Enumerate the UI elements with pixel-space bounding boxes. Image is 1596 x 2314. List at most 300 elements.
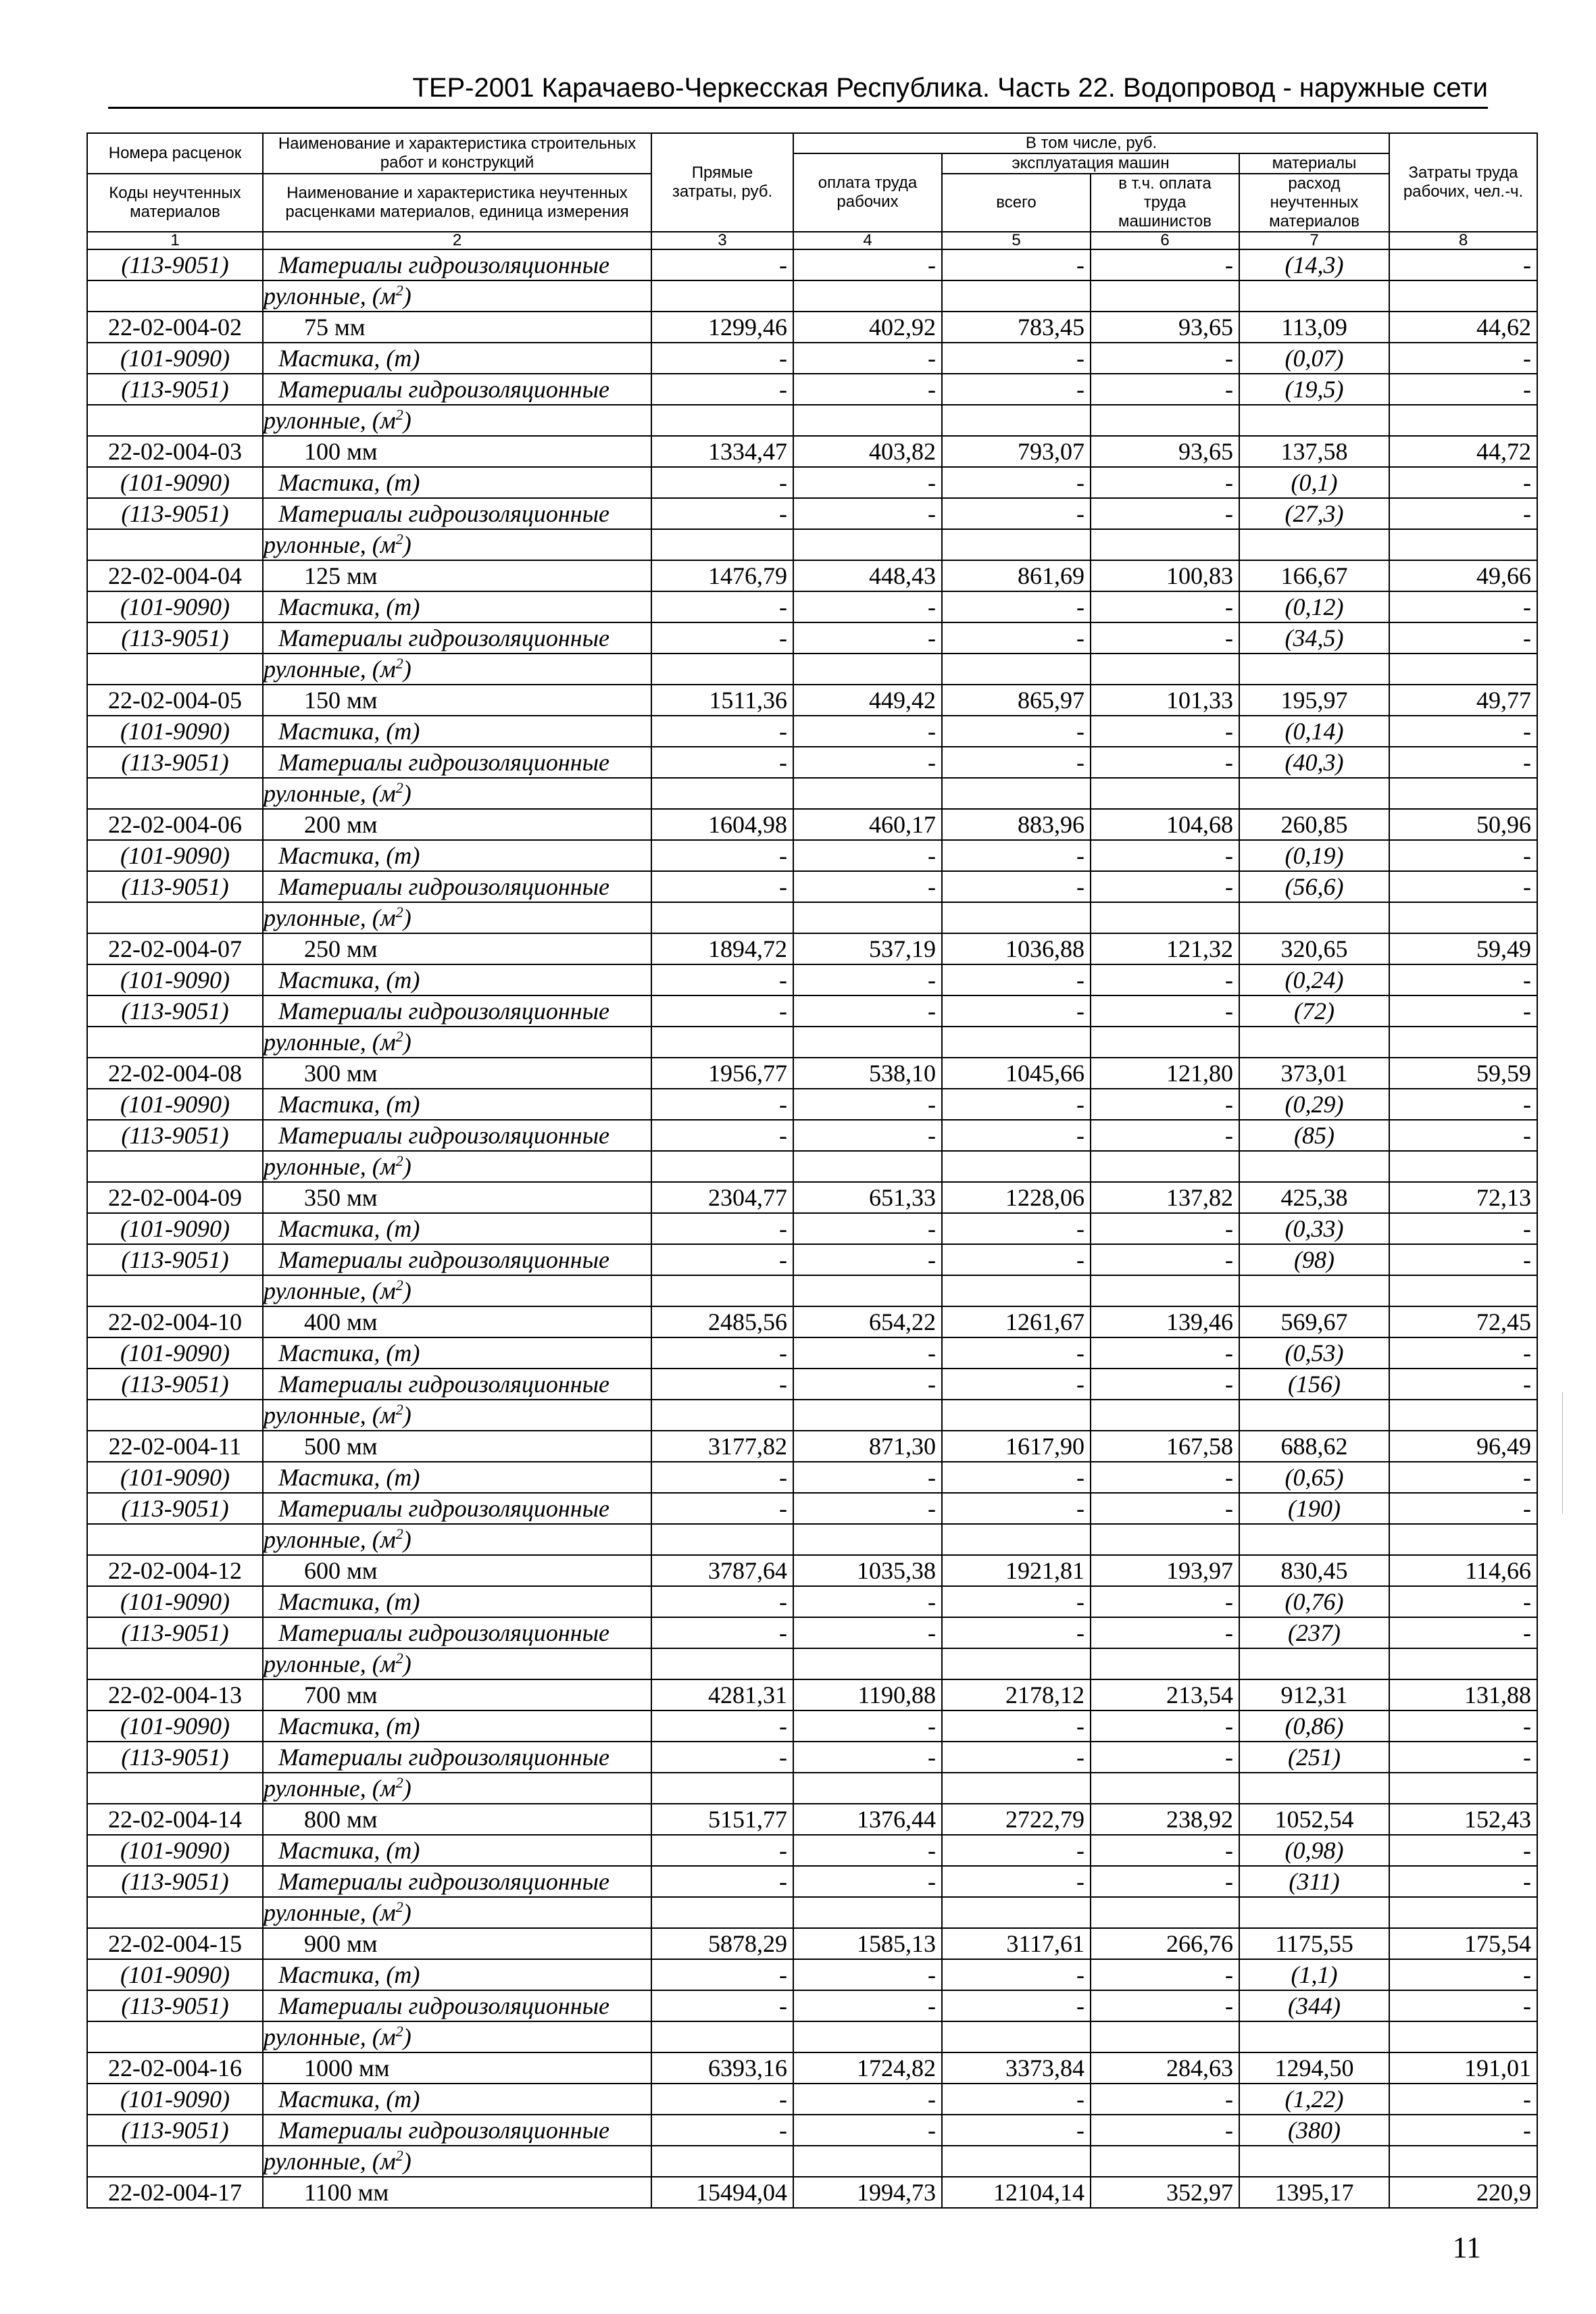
- header-labor-pay: оплата труда рабочих: [793, 153, 942, 232]
- direct-costs: 3787,64: [651, 1555, 793, 1586]
- machine-labor: -: [1091, 1493, 1239, 1524]
- table-row: [87, 467, 1537, 498]
- table-row: [87, 312, 1537, 343]
- materials-cost: 137,58: [1239, 436, 1389, 467]
- labor-hours: -: [1389, 1586, 1537, 1617]
- labor-hours: 49,66: [1389, 560, 1537, 591]
- material-name: Мастика, (т): [263, 2084, 651, 2115]
- labor-hours: 191,01: [1389, 2052, 1537, 2084]
- table-row: [87, 654, 1537, 685]
- table-row: [87, 2115, 1537, 2146]
- labor-hours: -: [1389, 964, 1537, 995]
- table-row: [87, 2084, 1537, 2115]
- materials-use: (1,22): [1239, 2084, 1389, 2115]
- labor-pay: 449,42: [793, 685, 942, 716]
- machine-labor: -: [1091, 1089, 1239, 1120]
- direct-costs: -: [651, 1710, 793, 1742]
- direct-costs: -: [651, 1493, 793, 1524]
- column-number: 8: [1389, 232, 1537, 249]
- machine-total: -: [942, 1586, 1091, 1617]
- materials-cost: 113,09: [1239, 312, 1389, 343]
- machine-total: -: [942, 249, 1091, 280]
- material-name: Материалы гидроизоляционные: [263, 1617, 651, 1648]
- machine-labor: -: [1091, 1586, 1239, 1617]
- labor-pay: -: [793, 747, 942, 778]
- labor-hours: -: [1389, 249, 1537, 280]
- direct-costs: 1511,36: [651, 685, 793, 716]
- machine-total: -: [942, 716, 1091, 747]
- table-row: [87, 1897, 1537, 1928]
- labor-pay: -: [793, 1586, 942, 1617]
- labor-pay: 1035,38: [793, 1555, 942, 1586]
- table-row: [87, 498, 1537, 529]
- table-row: [87, 343, 1537, 374]
- material-code: (101-9090): [87, 1337, 263, 1369]
- materials-use: (0,76): [1239, 1586, 1389, 1617]
- machine-total: 12104,14: [942, 2177, 1091, 2208]
- column-number: 5: [942, 232, 1091, 249]
- material-name: Мастика, (т): [263, 467, 651, 498]
- machine-total: -: [942, 1369, 1091, 1400]
- direct-costs: -: [651, 995, 793, 1027]
- machine-labor: 121,32: [1091, 933, 1239, 964]
- pipe-size: 125 мм: [263, 560, 651, 591]
- labor-pay: -: [793, 2115, 942, 2146]
- labor-hours: 175,54: [1389, 1928, 1537, 1959]
- labor-hours: -: [1389, 374, 1537, 405]
- material-name-continued: рулонные, $(м^2)$: [263, 405, 651, 436]
- material-name: Мастика, (т): [263, 1462, 651, 1493]
- labor-hours: -: [1389, 1462, 1537, 1493]
- material-code: (113-9051): [87, 249, 263, 280]
- direct-costs: -: [651, 1742, 793, 1773]
- labor-pay: -: [793, 1866, 942, 1897]
- materials-use: (0,98): [1239, 1835, 1389, 1866]
- materials-use: (0,24): [1239, 964, 1389, 995]
- labor-pay: -: [793, 995, 942, 1027]
- machine-total: 1921,81: [942, 1555, 1091, 1586]
- machine-labor: -: [1091, 1866, 1239, 1897]
- materials-use: (14,3): [1239, 249, 1389, 280]
- labor-hours: 96,49: [1389, 1431, 1537, 1462]
- material-code: (101-9090): [87, 1213, 263, 1244]
- machine-labor: 139,46: [1091, 1306, 1239, 1337]
- direct-costs: -: [651, 2115, 793, 2146]
- direct-costs: -: [651, 1120, 793, 1151]
- labor-hours: -: [1389, 1213, 1537, 1244]
- scan-edge-line: [1562, 1392, 1563, 1514]
- material-name: Мастика, (т): [263, 716, 651, 747]
- table-row: [87, 280, 1537, 312]
- rate-number: 22-02-004-05: [87, 685, 263, 716]
- rates-table: [86, 132, 1538, 2209]
- materials-use: (251): [1239, 1742, 1389, 1773]
- machine-labor: -: [1091, 871, 1239, 902]
- materials-use: (0,53): [1239, 1337, 1389, 1369]
- material-name-continued: рулонные, $(м^2)$: [263, 1897, 651, 1928]
- labor-hours: -: [1389, 2084, 1537, 2115]
- labor-hours: 49,77: [1389, 685, 1537, 716]
- pipe-size: 400 мм: [263, 1306, 651, 1337]
- machine-total: -: [942, 747, 1091, 778]
- materials-use: (0,12): [1239, 591, 1389, 622]
- materials-cost: 320,65: [1239, 933, 1389, 964]
- material-code: (113-9051): [87, 1990, 263, 2021]
- machine-total: -: [942, 840, 1091, 871]
- rate-number: 22-02-004-16: [87, 2052, 263, 2084]
- machine-labor: -: [1091, 1617, 1239, 1648]
- table-row: [87, 1804, 1537, 1835]
- pipe-size: 1100 мм: [263, 2177, 651, 2208]
- materials-use: (98): [1239, 1244, 1389, 1275]
- labor-pay: 402,92: [793, 312, 942, 343]
- table-row: [87, 2021, 1537, 2052]
- labor-pay: -: [793, 622, 942, 654]
- column-number: 6: [1091, 232, 1239, 249]
- material-name-continued: рулонные, $(м^2)$: [263, 1275, 651, 1306]
- direct-costs: -: [651, 964, 793, 995]
- machine-total: -: [942, 1213, 1091, 1244]
- material-code: (113-9051): [87, 1244, 263, 1275]
- machine-total: -: [942, 995, 1091, 1027]
- materials-use: (0,86): [1239, 1710, 1389, 1742]
- labor-hours: 44,62: [1389, 312, 1537, 343]
- materials-use: (0,33): [1239, 1213, 1389, 1244]
- materials-cost: 569,67: [1239, 1306, 1389, 1337]
- material-name-continued: рулонные, $(м^2)$: [263, 1151, 651, 1182]
- rate-number: 22-02-004-15: [87, 1928, 263, 1959]
- direct-costs: 5151,77: [651, 1804, 793, 1835]
- machine-labor: 121,80: [1091, 1058, 1239, 1089]
- column-number: 4: [793, 232, 942, 249]
- material-code: (113-9051): [87, 374, 263, 405]
- machine-total: 1228,06: [942, 1182, 1091, 1213]
- table-body: [87, 249, 1537, 2208]
- machine-labor: -: [1091, 1120, 1239, 1151]
- direct-costs: -: [651, 249, 793, 280]
- material-code: (101-9090): [87, 964, 263, 995]
- labor-hours: 72,45: [1389, 1306, 1537, 1337]
- labor-pay: 1376,44: [793, 1804, 942, 1835]
- machine-labor: -: [1091, 1742, 1239, 1773]
- machine-total: -: [942, 467, 1091, 498]
- materials-use: (40,3): [1239, 747, 1389, 778]
- table-row: [87, 1058, 1537, 1089]
- labor-hours: -: [1389, 1990, 1537, 2021]
- labor-pay: -: [793, 1462, 942, 1493]
- table-row: [87, 1742, 1537, 1773]
- table-row: [87, 405, 1537, 436]
- labor-pay: -: [793, 1120, 942, 1151]
- material-name: Мастика, (т): [263, 840, 651, 871]
- materials-cost: 912,31: [1239, 1679, 1389, 1710]
- machine-labor: 238,92: [1091, 1804, 1239, 1835]
- labor-hours: -: [1389, 716, 1537, 747]
- pipe-size: 200 мм: [263, 809, 651, 840]
- table-row: [87, 1120, 1537, 1151]
- machine-total: -: [942, 1089, 1091, 1120]
- machine-labor: -: [1091, 467, 1239, 498]
- labor-hours: -: [1389, 2115, 1537, 2146]
- machine-total: 1045,66: [942, 1058, 1091, 1089]
- direct-costs: -: [651, 1244, 793, 1275]
- material-code: (101-9090): [87, 2084, 263, 2115]
- machine-total: -: [942, 374, 1091, 405]
- machine-labor: 193,97: [1091, 1555, 1239, 1586]
- table-row: [87, 716, 1537, 747]
- machine-total: 2722,79: [942, 1804, 1091, 1835]
- labor-hours: 131,88: [1389, 1679, 1537, 1710]
- machine-total: 1617,90: [942, 1431, 1091, 1462]
- machine-total: 3117,61: [942, 1928, 1091, 1959]
- pipe-size: 350 мм: [263, 1182, 651, 1213]
- rate-number: 22-02-004-08: [87, 1058, 263, 1089]
- header-direct-costs: Прямые затраты, руб.: [651, 133, 793, 232]
- material-code: (101-9090): [87, 1586, 263, 1617]
- direct-costs: 1476,79: [651, 560, 793, 591]
- materials-use: (0,65): [1239, 1462, 1389, 1493]
- material-code: (101-9090): [87, 467, 263, 498]
- direct-costs: -: [651, 716, 793, 747]
- rate-number: 22-02-004-10: [87, 1306, 263, 1337]
- header-machine-ops: эксплуатация машин: [942, 153, 1239, 174]
- material-code: (101-9090): [87, 1959, 263, 1990]
- header-work-name: Наименование и характеристика строительных работ и конструкций: [263, 133, 651, 174]
- table-row: [87, 1027, 1537, 1058]
- table-row: [87, 1866, 1537, 1897]
- labor-pay: -: [793, 1337, 942, 1369]
- material-name-continued: рулонные, $(м^2)$: [263, 778, 651, 809]
- machine-labor: -: [1091, 249, 1239, 280]
- table-row: [87, 809, 1537, 840]
- machine-total: -: [942, 1244, 1091, 1275]
- labor-hours: -: [1389, 343, 1537, 374]
- material-name: Материалы гидроизоляционные: [263, 2115, 651, 2146]
- table-row: [87, 622, 1537, 654]
- rate-number: 22-02-004-07: [87, 933, 263, 964]
- machine-total: 861,69: [942, 560, 1091, 591]
- table-row: [87, 1151, 1537, 1182]
- pipe-size: 75 мм: [263, 312, 651, 343]
- material-name: Материалы гидроизоляционные: [263, 1866, 651, 1897]
- material-name: Материалы гидроизоляционные: [263, 622, 651, 654]
- machine-labor: -: [1091, 1462, 1239, 1493]
- labor-pay: 1724,82: [793, 2052, 942, 2084]
- machine-total: 3373,84: [942, 2052, 1091, 2084]
- machine-labor: 167,58: [1091, 1431, 1239, 1462]
- machine-labor: -: [1091, 622, 1239, 654]
- rate-number: 22-02-004-02: [87, 312, 263, 343]
- direct-costs: -: [651, 747, 793, 778]
- header-including: В том числе, руб.: [793, 133, 1389, 153]
- material-code: (101-9090): [87, 840, 263, 871]
- materials-use: (0,14): [1239, 716, 1389, 747]
- header-rate-number: Номера расценок: [87, 133, 263, 174]
- machine-labor: 100,83: [1091, 560, 1239, 591]
- table-row: [87, 685, 1537, 716]
- materials-use: (311): [1239, 1866, 1389, 1897]
- labor-pay: 871,30: [793, 1431, 942, 1462]
- labor-pay: -: [793, 1213, 942, 1244]
- machine-labor: -: [1091, 1959, 1239, 1990]
- material-code: (101-9090): [87, 591, 263, 622]
- labor-hours: -: [1389, 498, 1537, 529]
- material-name-continued: рулонные, $(м^2)$: [263, 654, 651, 685]
- labor-pay: -: [793, 343, 942, 374]
- machine-labor: -: [1091, 964, 1239, 995]
- materials-cost: 166,67: [1239, 560, 1389, 591]
- table-row: [87, 747, 1537, 778]
- machine-total: 2178,12: [942, 1679, 1091, 1710]
- table-row: [87, 964, 1537, 995]
- table-row: [87, 1617, 1537, 1648]
- table-row: [87, 1431, 1537, 1462]
- material-name: Мастика, (т): [263, 343, 651, 374]
- material-name-continued: рулонные, $(м^2)$: [263, 1773, 651, 1804]
- table-row: [87, 529, 1537, 560]
- material-code: (113-9051): [87, 2115, 263, 2146]
- direct-costs: -: [651, 840, 793, 871]
- material-code: (113-9051): [87, 1369, 263, 1400]
- material-code: (113-9051): [87, 871, 263, 902]
- table-row: [87, 871, 1537, 902]
- labor-pay: -: [793, 716, 942, 747]
- materials-use: (27,3): [1239, 498, 1389, 529]
- table-row: [87, 2146, 1537, 2177]
- labor-hours: -: [1389, 1835, 1537, 1866]
- header-machine-total: всего: [942, 174, 1091, 232]
- machine-total: -: [942, 2084, 1091, 2115]
- machine-labor: -: [1091, 1710, 1239, 1742]
- header-labor-costs: Затраты труда рабочих, чел.-ч.: [1389, 133, 1537, 232]
- labor-pay: -: [793, 1617, 942, 1648]
- direct-costs: -: [651, 622, 793, 654]
- machine-labor: -: [1091, 374, 1239, 405]
- material-code: (101-9090): [87, 716, 263, 747]
- material-code: (113-9051): [87, 1493, 263, 1524]
- materials-use: (190): [1239, 1493, 1389, 1524]
- materials-use: (85): [1239, 1120, 1389, 1151]
- table-row: [87, 1089, 1537, 1120]
- machine-labor: -: [1091, 747, 1239, 778]
- materials-cost: 1175,55: [1239, 1928, 1389, 1959]
- table-row: [87, 1244, 1537, 1275]
- table-row: [87, 1835, 1537, 1866]
- labor-pay: -: [793, 1959, 942, 1990]
- machine-total: -: [942, 1866, 1091, 1897]
- material-name: Материалы гидроизоляционные: [263, 1244, 651, 1275]
- material-name-continued: рулонные, $(м^2)$: [263, 902, 651, 933]
- table-row: [87, 1275, 1537, 1306]
- materials-cost: 195,97: [1239, 685, 1389, 716]
- machine-total: 1261,67: [942, 1306, 1091, 1337]
- labor-hours: -: [1389, 747, 1537, 778]
- direct-costs: -: [651, 343, 793, 374]
- machine-total: -: [942, 871, 1091, 902]
- direct-costs: -: [651, 1337, 793, 1369]
- machine-labor: -: [1091, 1213, 1239, 1244]
- pipe-size: 250 мм: [263, 933, 651, 964]
- material-code: (101-9090): [87, 1462, 263, 1493]
- rate-number: 22-02-004-12: [87, 1555, 263, 1586]
- material-name-continued: рулонные, $(м^2)$: [263, 280, 651, 312]
- direct-costs: -: [651, 1617, 793, 1648]
- pipe-size: 800 мм: [263, 1804, 651, 1835]
- rate-number: 22-02-004-13: [87, 1679, 263, 1710]
- labor-hours: 72,13: [1389, 1182, 1537, 1213]
- column-number: 3: [651, 232, 793, 249]
- direct-costs: 3177,82: [651, 1431, 793, 1462]
- table-row: [87, 249, 1537, 280]
- direct-costs: -: [651, 1835, 793, 1866]
- pipe-size: 700 мм: [263, 1679, 651, 1710]
- pipe-size: 300 мм: [263, 1058, 651, 1089]
- machine-labor: -: [1091, 1835, 1239, 1866]
- machine-labor: -: [1091, 2084, 1239, 2115]
- rate-number: 22-02-004-09: [87, 1182, 263, 1213]
- material-code: (113-9051): [87, 995, 263, 1027]
- material-name: Материалы гидроизоляционные: [263, 374, 651, 405]
- materials-use: (1,1): [1239, 1959, 1389, 1990]
- direct-costs: 6393,16: [651, 2052, 793, 2084]
- table-row: [87, 902, 1537, 933]
- table-row: [87, 778, 1537, 809]
- pipe-size: 100 мм: [263, 436, 651, 467]
- direct-costs: 15494,04: [651, 2177, 793, 2208]
- machine-labor: -: [1091, 1244, 1239, 1275]
- table-row: [87, 374, 1537, 405]
- materials-use: (72): [1239, 995, 1389, 1027]
- machine-total: -: [942, 1617, 1091, 1648]
- material-name: Мастика, (т): [263, 1586, 651, 1617]
- labor-hours: 152,43: [1389, 1804, 1537, 1835]
- labor-hours: -: [1389, 871, 1537, 902]
- labor-pay: 403,82: [793, 436, 942, 467]
- labor-hours: -: [1389, 1089, 1537, 1120]
- labor-hours: 220,9: [1389, 2177, 1537, 2208]
- materials-use: (0,07): [1239, 343, 1389, 374]
- materials-use: (380): [1239, 2115, 1389, 2146]
- direct-costs: -: [651, 467, 793, 498]
- machine-total: -: [942, 343, 1091, 374]
- direct-costs: 1956,77: [651, 1058, 793, 1089]
- labor-pay: 537,19: [793, 933, 942, 964]
- machine-labor: -: [1091, 1337, 1239, 1369]
- labor-hours: 114,66: [1389, 1555, 1537, 1586]
- material-name-continued: рулонные, $(м^2)$: [263, 1027, 651, 1058]
- machine-total: 1036,88: [942, 933, 1091, 964]
- machine-total: -: [942, 1959, 1091, 1990]
- table-row: [87, 995, 1537, 1027]
- machine-total: -: [942, 1337, 1091, 1369]
- labor-pay: 448,43: [793, 560, 942, 591]
- labor-pay: -: [793, 871, 942, 902]
- table-row: [87, 840, 1537, 871]
- rate-number: 22-02-004-17: [87, 2177, 263, 2208]
- table-row: [87, 1928, 1537, 1959]
- direct-costs: -: [651, 1369, 793, 1400]
- materials-cost: 1395,17: [1239, 2177, 1389, 2208]
- direct-costs: -: [651, 1089, 793, 1120]
- machine-total: 793,07: [942, 436, 1091, 467]
- materials-cost: 1052,54: [1239, 1804, 1389, 1835]
- labor-hours: -: [1389, 1369, 1537, 1400]
- pipe-size: 500 мм: [263, 1431, 651, 1462]
- machine-labor: 352,97: [1091, 2177, 1239, 2208]
- materials-use: (19,5): [1239, 374, 1389, 405]
- table-row: [87, 1306, 1537, 1337]
- direct-costs: -: [651, 1990, 793, 2021]
